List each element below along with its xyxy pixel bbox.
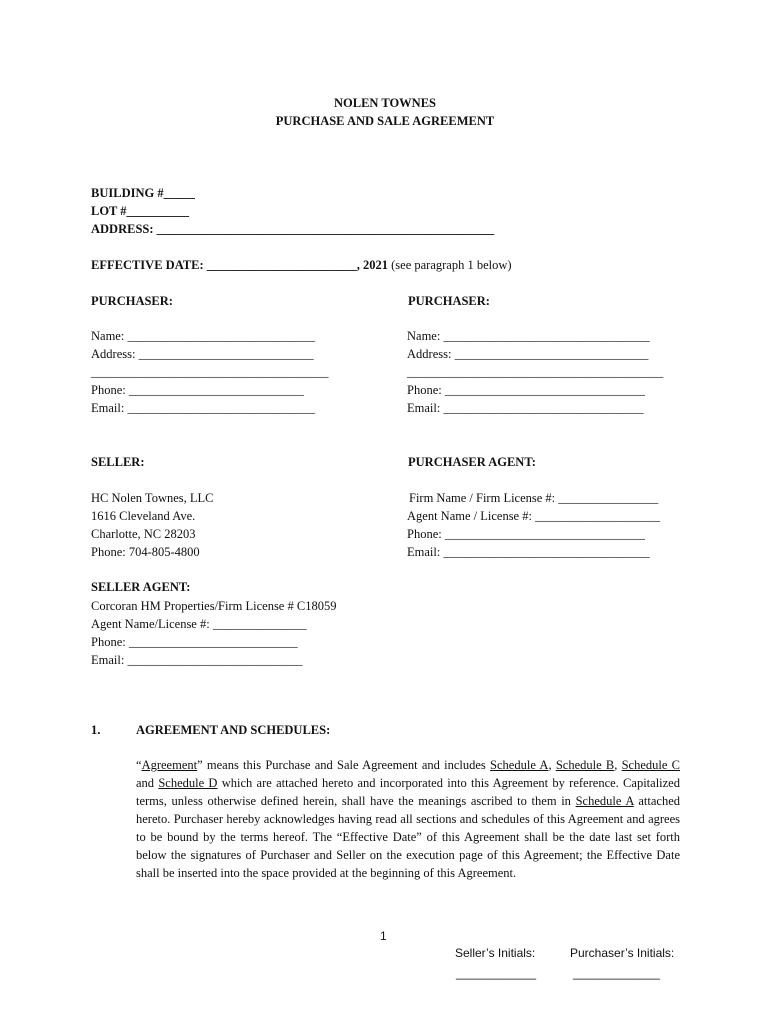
schedule-a-reference: Schedule A: [490, 758, 549, 772]
paragraph-text: ,: [548, 758, 556, 772]
purchaser-agent-heading: PURCHASER AGENT:: [408, 455, 536, 469]
purchaser-heading-1: PURCHASER:: [91, 294, 173, 308]
purchaser-agent-line: Phone: ________________________________: [407, 527, 645, 541]
schedule-c-reference: Schedule C: [621, 758, 681, 772]
paragraph-text: ” means this Purchase and Sale Agreement and includes: [197, 758, 491, 772]
seller-agent-line: Agent Name/License #: _______________: [91, 617, 307, 631]
schedule-a-reference: Schedule A: [575, 794, 634, 808]
section-heading: AGREEMENT AND SCHEDULES:: [136, 723, 331, 737]
section-1-paragraph: [136, 756, 680, 882]
purchaser-agent-line: Email: _________________________________: [407, 545, 650, 559]
seller-heading: SELLER:: [91, 455, 145, 469]
title-line-1: NOLEN TOWNES: [333, 96, 436, 110]
purchaser1-name: Name: ______________________________: [91, 329, 315, 343]
purchaser1-phone: Phone: ____________________________: [91, 383, 304, 397]
purchaser2-phone: Phone: ________________________________: [407, 383, 645, 397]
section-number: 1.: [91, 723, 101, 737]
paragraph-text: ,: [614, 758, 622, 772]
paragraph-text: attached hereto. Purchaser hereby acknowledges having read all sections and schedules of this Agreement and agrees to be bound by the terms hereof. The “Effective Date” of this Agreement shall be the date last set forth below the signatures of Purchaser and Seller on the execution page of this Agreement; the Effective Date shall be inserted into the space provided at the beginning of this Agreement.: [136, 794, 680, 880]
seller-agent-line: Email: ____________________________: [91, 653, 303, 667]
seller-line: Phone: 704-805-4800: [91, 545, 200, 559]
purchaser1-email: Email: ______________________________: [91, 401, 315, 415]
effective-date: [91, 256, 512, 274]
purchaser-initials-line: _____________: [573, 966, 660, 980]
purchaser2-name: Name: _________________________________: [407, 329, 650, 343]
term-agreement: Agreement: [141, 758, 198, 772]
seller-line: 1616 Cleveland Ave.: [91, 509, 196, 523]
purchaser2-address: Address: _______________________________: [407, 347, 649, 361]
seller-initials-label: Seller’s Initials:: [455, 946, 536, 960]
schedule-b-reference: Schedule B: [555, 758, 615, 772]
purchaser1-address-line-2: ______________________________________: [91, 365, 329, 379]
paragraph-text: which are attached hereto and incorporated into this Agreement by reference. Capitalized terms, unless otherwise defined herein, shall have the meanings ascribed to them in: [136, 776, 680, 808]
purchaser-agent-line: Firm Name / Firm License #: ________________: [409, 491, 659, 505]
quote-mark: “: [136, 758, 142, 772]
purchaser-agent-line: Agent Name / License #: ____________________: [407, 509, 661, 523]
seller-line: HC Nolen Townes, LLC: [91, 491, 214, 505]
seller-agent-line: Corcoran HM Properties/Firm License # C18059: [91, 599, 337, 613]
address-field: ADDRESS: ______________________________________________________: [91, 222, 495, 236]
purchaser1-address: Address: ____________________________: [91, 347, 314, 361]
purchaser2-address-line-2: _________________________________________: [407, 365, 664, 379]
seller-agent-heading: SELLER AGENT:: [91, 580, 191, 594]
page-number: 1: [380, 929, 387, 943]
seller-agent-line: Phone: ___________________________: [91, 635, 298, 649]
purchaser2-email: Email: ________________________________: [407, 401, 644, 415]
building-field: BUILDING #_____: [91, 186, 195, 200]
purchaser-heading-2: PURCHASER:: [408, 294, 490, 308]
lot-field: LOT #__________: [91, 204, 190, 218]
purchaser-initials-label: Purchaser’s Initials:: [570, 946, 675, 960]
seller-line: Charlotte, NC 28203: [91, 527, 196, 541]
schedule-d-reference: Schedule D: [158, 776, 218, 790]
seller-initials-line: ____________: [456, 966, 537, 980]
effective-date-label: EFFECTIVE DATE: ________________________, 2021: [91, 258, 389, 272]
title-line-2: PURCHASE AND SALE AGREEMENT: [275, 114, 495, 128]
paragraph-text: and: [136, 776, 159, 790]
effective-date-note: (see paragraph 1 below): [388, 258, 512, 272]
